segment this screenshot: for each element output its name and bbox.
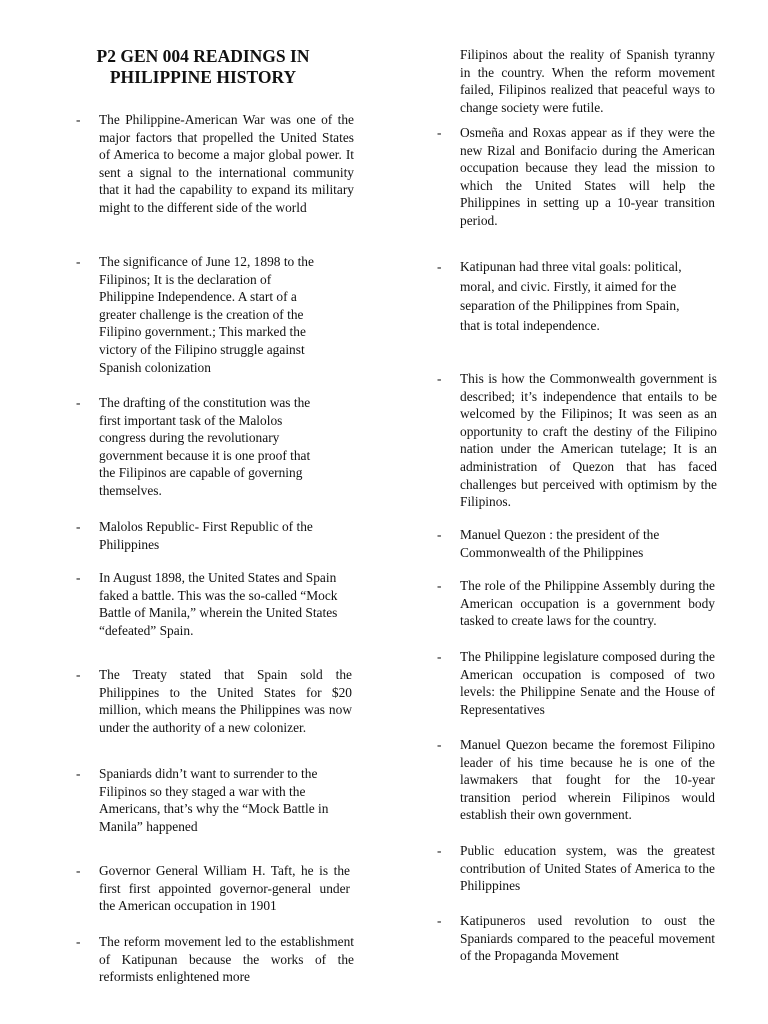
list-item-text: Katipuneros used revolution to oust the Spaniards compared to the peaceful movement of the Propaganda Movement: [460, 913, 715, 964]
right-list-item: [437, 736, 715, 824]
list-item-text: Manuel Quezon became the foremost Filipino leader of his time because he is one of the lawmakers that fought for the 10-year transition period wherein Filipinos would establish their own government.: [460, 737, 715, 823]
list-item-text: Katipunan had three vital goals: political, moral, and civic. Firstly, it aimed for the separation of the Philippines from Spain, that is total independence.: [460, 259, 682, 333]
left-list-item: [76, 111, 354, 217]
left-list-item: [76, 394, 326, 500]
bullet-dash: -: [76, 112, 81, 127]
right-list-item: [437, 577, 715, 630]
bullet-dash: -: [437, 737, 442, 752]
list-item-text: The reform movement led to the establishment of Katipunan because the works of the reformists enlightened more: [99, 934, 354, 985]
left-list-item: [76, 666, 352, 736]
bullet-dash: -: [76, 519, 81, 534]
bullet-dash: -: [437, 649, 442, 664]
bullet-dash: -: [76, 667, 81, 682]
bullet-dash: -: [437, 913, 442, 928]
list-item-text: Osmeña and Roxas appear as if they were the new Rizal and Bonifacio during the American occupation because they lead the mission to which the United States will help the Philippines in setting up a 10-year transition period.: [460, 125, 715, 228]
list-item-text: This is how the Commonwealth government is described; it’s independence that entails to be welcomed by the Filipinos; It was seen as an opportunity to craft the destiny of the Filipino nation under the American tutelage; It is an administration of Quezon that has faced challenges but perceived with optimism by the Filipinos.: [460, 371, 717, 510]
title-line-1: P2 GEN 004 READINGS IN: [96, 46, 310, 66]
list-item-text: The Philippine legislature composed during the American occupation is composed of two levels: the Philippine Senate and the House of Representatives: [460, 649, 715, 717]
right-list-item: [437, 912, 715, 965]
right-list-item: [437, 526, 697, 561]
right-list-item: [437, 257, 702, 335]
bullet-dash: -: [76, 934, 81, 949]
right-list-item: [437, 842, 715, 895]
continued-paragraph-text: Filipinos about the reality of Spanish tyranny in the country. When the reform movement failed, Filipinos realized that peaceful ways to change society were futile.: [460, 47, 715, 115]
bullet-dash: -: [437, 125, 442, 140]
left-list-item: [76, 862, 350, 915]
left-list-item: [76, 569, 354, 639]
bullet-dash: -: [437, 843, 442, 858]
document-title: [78, 46, 328, 88]
left-list-item: [76, 253, 326, 376]
list-item-text: Malolos Republic- First Republic of the Philippines: [99, 519, 313, 552]
left-list-item: [76, 933, 354, 986]
right-list-item: [437, 648, 715, 718]
list-item-text: The drafting of the constitution was the first important task of the Malolos congress during the revolutionary government because it is one proof that the Filipinos are capable of governing themselves.: [99, 395, 311, 498]
bullet-dash: -: [76, 254, 81, 269]
list-item-text: The significance of June 12, 1898 to the Filipinos; It is the declaration of Philippine Independence. A start of a greater challenge is the creation of the Filipino government.; This marked the victory of the Filipino struggle against Spanish colonization: [99, 254, 314, 375]
left-list-item: [76, 518, 330, 553]
right-list-item: [437, 124, 715, 230]
right-list-item: [437, 370, 717, 511]
list-item-text: Spaniards didn’t want to surrender to the Filipinos so they staged a war with the Americans, that’s why the “Mock Battle in Manila” happened: [99, 766, 329, 834]
list-item-text: Governor General William H. Taft, he is the first first appointed governor-general under the American occupation in 1901: [99, 863, 350, 914]
list-item-text: In August 1898, the United States and Spain faked a battle. This was the so-called “Mock Battle of Manila,” wherein the United States “defeated” Spain.: [99, 570, 338, 638]
continued-paragraph: [460, 46, 715, 116]
list-item-text: The Treaty stated that Spain sold the Philippines to the United States for $20 million, which means the Philippines was now under the authority of a new colonizer.: [99, 667, 352, 735]
list-item-text: The Philippine-American War was one of the major factors that propelled the United States of America to become a major global power. It sent a signal to the international community that it had the capability to expand its military might to the different side of the world: [99, 112, 354, 215]
left-list-item: [76, 765, 348, 835]
bullet-dash: -: [437, 578, 442, 593]
list-item-text: Public education system, was the greatest contribution of United States of America to the Philippines: [460, 843, 715, 894]
bullet-dash: -: [76, 570, 81, 585]
bullet-dash: -: [437, 527, 442, 542]
bullet-dash: -: [76, 863, 81, 878]
bullet-dash: -: [437, 259, 442, 274]
list-item-text: Manuel Quezon : the president of the Commonwealth of the Philippines: [460, 527, 660, 560]
title-line-2: PHILIPPINE HISTORY: [109, 67, 297, 87]
bullet-dash: -: [437, 371, 442, 386]
bullet-dash: -: [76, 395, 81, 410]
bullet-dash: -: [76, 766, 81, 781]
list-item-text: The role of the Philippine Assembly during the American occupation is a government body tasked to create laws for the country.: [460, 578, 715, 629]
